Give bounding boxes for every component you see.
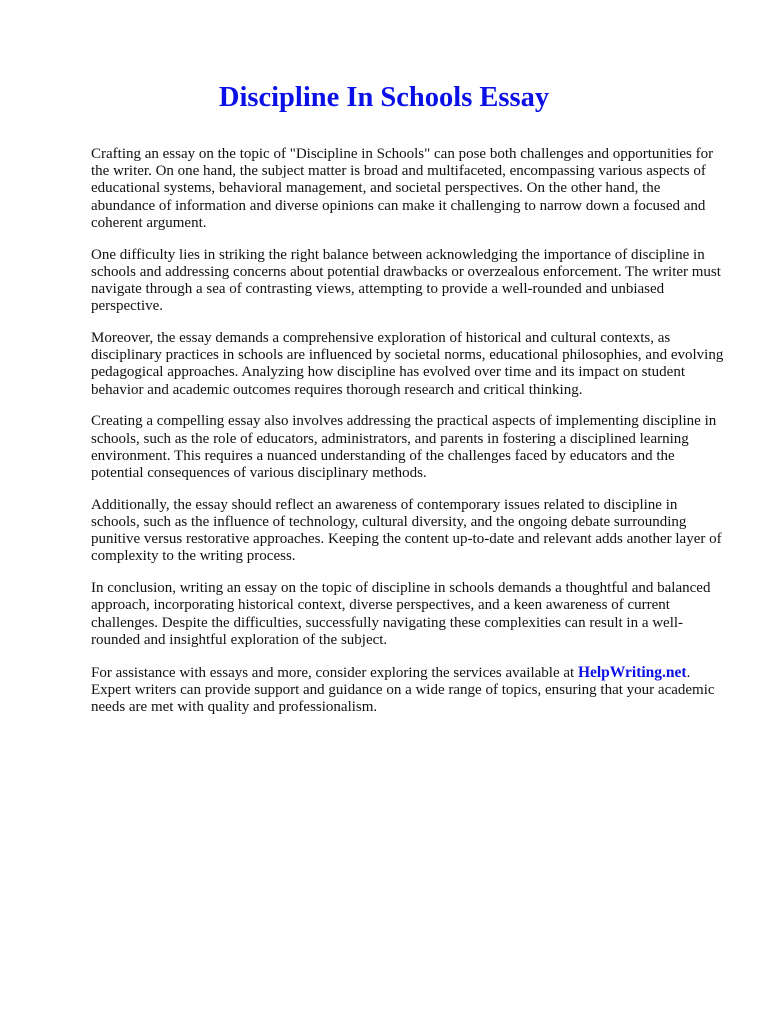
assistance-text-before-link: For assistance with essays and more, consider exploring the services available at [91, 664, 578, 681]
paragraph-context: Moreover, the essay demands a comprehensive exploration of historical and cultural contexts, as disciplinary practices in schools are influenced by societal norms, educational philosophies, and evolving pedagogical approaches. Analyzing how discipline has evolved over time and its impact on student behavior and academic outcomes requires thorough research and critical thinking. [91, 330, 724, 398]
assistance-text-after-link: . Expert writers can provide support and guidance on a wide range of topics, ensuring that your academic needs are met with quality and professionalism. [91, 664, 715, 716]
paragraph-assistance [91, 664, 727, 717]
helpwriting-link[interactable]: HelpWriting.net [577, 663, 687, 681]
paragraph-practical: Creating a compelling essay also involves addressing the practical aspects of implementing discipline in schools, such as the role of educators, administrators, and parents in fostering a disciplined learning environment. This requires a nuanced understanding of the challenges faced by educators and the potential consequences of various disciplinary methods. [91, 413, 717, 482]
paragraph-intro: Crafting an essay on the topic of "Discipline in Schools" can pose both challenges and opportunities for the writer. On one hand, the subject matter is broad and multifaceted, encompassing various aspects of educational systems, behavioral management, and societal perspectives. On the other hand, the abundance of information and diverse opinions can make it challenging to narrow down a focused and coherent argument. [91, 146, 714, 231]
document-title: Discipline In Schools Essay [218, 82, 550, 113]
paragraph-conclusion: In conclusion, writing an essay on the topic of discipline in schools demands a thoughtful and balanced approach, incorporating historical context, diverse perspectives, and a keen awareness of current challenges. Despite the difficulties, successfully navigating these complexities can result in a well-rounded and insightful exploration of the subject. [91, 580, 711, 648]
paragraph-balance: One difficulty lies in striking the right balance between acknowledging the importance of discipline in schools and addressing concerns about potential drawbacks or overzealous enforcement. The writer must navigate through a sea of contrasting views, attempting to provide a well-rounded and unbiased perspective. [91, 246, 721, 315]
document-body [91, 146, 727, 731]
paragraph-contemporary: Additionally, the essay should reflect an awareness of contemporary issues related to discipline in schools, such as the influence of technology, cultural diversity, and the ongoing debate surrounding punitive versus restorative approaches. Keeping the content up-to-date and relevant adds another layer of complexity to the writing process. [91, 496, 722, 565]
